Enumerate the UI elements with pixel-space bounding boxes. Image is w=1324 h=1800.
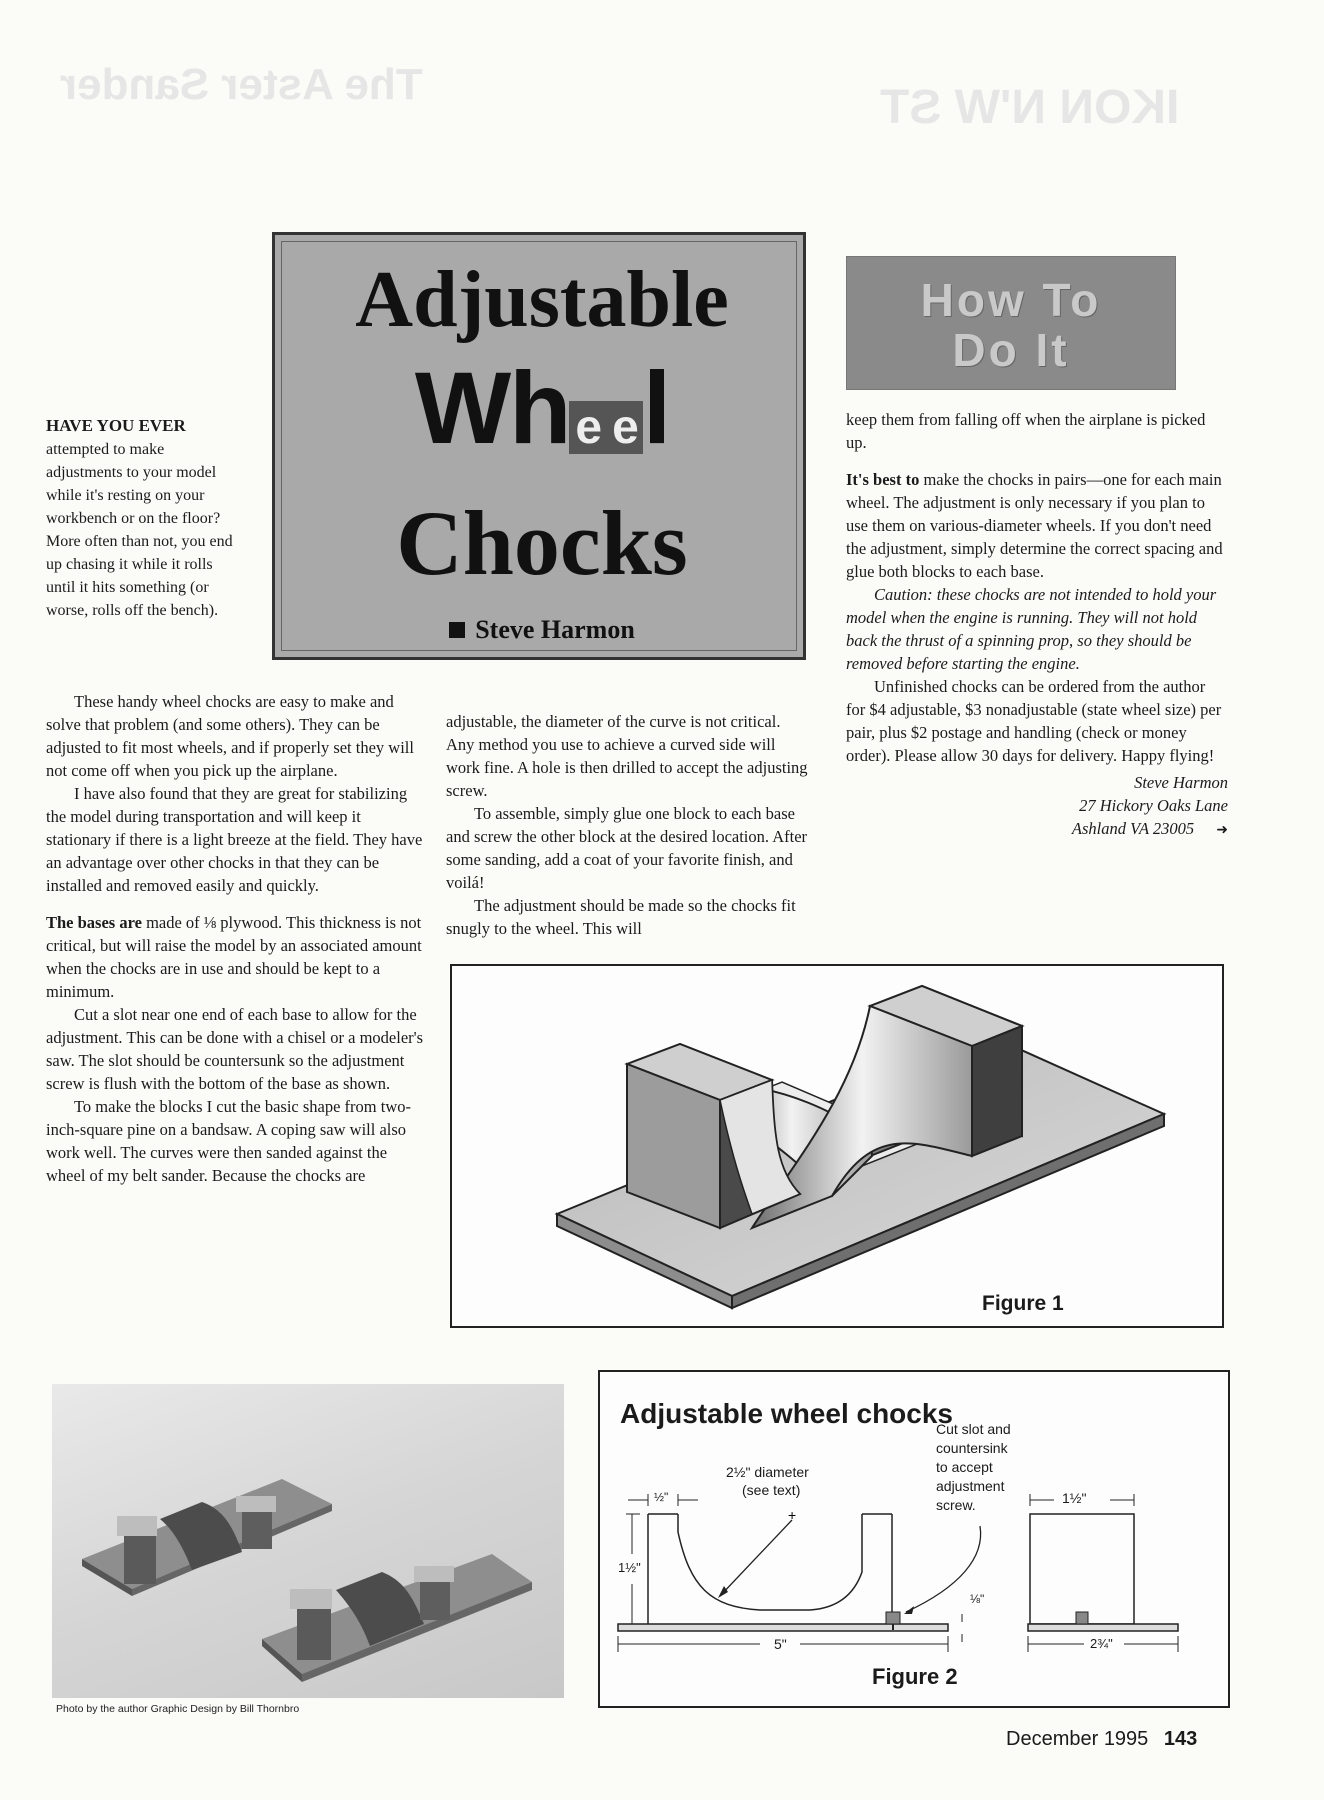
col1-paragraph-2: I have also found that they are great for stabilizing the model during transportation and will keep it stationary if there is a light breeze at the field. They have an advantage over other chocks in that they can be installed and removed easily and quickly. [46, 784, 423, 895]
dim-side-width: 1½" [1062, 1490, 1087, 1506]
signature [846, 771, 1228, 842]
photo-chocks-image [52, 1384, 564, 1698]
issue-date: December 1995 [1006, 1728, 1149, 1750]
col2-paragraph-1: adjustable, the diameter of the curve is not critical. Any method you use to achieve a curved side will work fine. A hole is then drilled to accept the adjusting screw. [446, 712, 808, 800]
dim-side-base: 2¾" [1090, 1636, 1113, 1651]
title-line-wheel [305, 353, 779, 483]
figure-1-caption: Figure 1 [982, 1292, 1064, 1315]
dim-top-left: ½" [654, 1490, 669, 1504]
title-l: l [642, 351, 670, 465]
dim-height: 1½" [618, 1560, 641, 1575]
col1-paragraph-3-text: made of ⅛ plywood. This thickness is not critical, but will raise the model by an associated amount when the chocks are in use and should be kept to a minimum. [46, 913, 422, 1001]
title-line-chocks: Chocks [396, 492, 688, 594]
column-3 [846, 408, 1228, 842]
byline-name: Steve Harmon [475, 615, 635, 644]
photo-credit: Photo by the author Graphic Design by Bill Thornbro [56, 1703, 300, 1715]
title-wh: Wh [414, 351, 570, 465]
col1-paragraph-5: To make the blocks I cut the basic shape from two-inch-square pine on a bandsaw. A coping saw will also work well. The curves were then sanded against the wheel of my belt sander. Because the chocks are [46, 1097, 411, 1185]
col3-paragraph-3: Caution: these chocks are not intended to hold your model when the engine is running. They will not hold back the thrust of a spinning prop, so they should be removed before starting the engine. [846, 585, 1217, 673]
col1-paragraph-1: These handy wheel chocks are easy to make and solve that problem (and some others). They can be adjusted to fit most wheels, and if properly set they will not come off when you pick up the airplane. [46, 692, 414, 780]
col3-paragraph-4: Unfinished chocks can be ordered from the author for $4 adjustable, $3 nonadjustable (state wheel size) per pair, plus $2 postage and handling (check or money order). Please allow 30 days for delivery. Happy flying! [846, 677, 1222, 765]
bleed-through-text: IKON N'W ST [880, 81, 1180, 134]
title-box [272, 232, 806, 660]
title-line-adjustable: Adjustable [355, 256, 729, 344]
slot-note-line: adjustment [936, 1478, 1005, 1494]
intro-paragraph [46, 414, 244, 622]
photo-wheel-chocks [52, 1384, 564, 1698]
col3-paragraph-2 [846, 468, 1228, 583]
col3-paragraph-2-lead: It's best to [846, 470, 920, 489]
page-footer [1006, 1728, 1197, 1751]
title-e-1: e [569, 401, 606, 454]
diameter-note: (see text) [742, 1482, 801, 1498]
slot-note-line: to accept [936, 1459, 993, 1475]
end-arrow-icon: ➜ [1216, 823, 1228, 838]
title-e-2: e [606, 401, 643, 454]
bleed-through-text: The Aster Sander [60, 60, 423, 109]
figure-2-diagram [600, 1372, 1228, 1706]
figure-2-heading: Adjustable wheel chocks [620, 1398, 953, 1429]
badge-line-2: Do It [952, 324, 1070, 376]
col1-paragraph-3-lead: The bases are [46, 913, 142, 932]
badge-line-1: How To [920, 274, 1102, 326]
col1-paragraph-4: Cut a slot near one end of each base to allow for the adjustment. This can be done with a chisel or a modeler's saw. The slot should be countersunk so the adjustment screw is flush with the bottom of the base as shown. [46, 1005, 424, 1093]
signature-city-line [846, 817, 1228, 842]
col3-paragraph-2-text: make the chocks in pairs—one for each main wheel. The adjustment is only necessary if you plan to use them on various-diameter wheels. If you don't need the adjustment, simply determine the correct spacing and glue both blocks to each base. [846, 470, 1223, 581]
col2-paragraph-3: The adjustment should be made so the chocks fit snugly to the wheel. This will [446, 896, 796, 938]
svg-text:+: + [788, 1507, 797, 1523]
how-to-badge [846, 256, 1176, 390]
signature-city: Ashland VA 23005 [1071, 819, 1195, 838]
signature-street: 27 Hickory Oaks Lane [1079, 796, 1228, 815]
intro-text: attempted to make adjustments to your model while it's resting on your workbench or on the floor? More often than not, you end up chasing it while it rolls until it hits something (or worse, rolls off the bench). [46, 441, 233, 619]
slot-note [936, 1420, 1011, 1515]
figure-1-chock-illustration [452, 966, 1222, 1326]
slot-note-line: screw. [936, 1497, 976, 1513]
intro-lead: HAVE YOU EVER [46, 416, 186, 435]
column-2 [446, 710, 810, 940]
slot-note-line: countersink [936, 1440, 1008, 1456]
dim-thickness: ⅛" [970, 1592, 985, 1606]
byline [275, 615, 809, 645]
signature-name: Steve Harmon [1134, 773, 1228, 792]
figure-2 [598, 1370, 1230, 1708]
right-block-face [972, 1026, 1022, 1156]
column-1 [46, 690, 424, 1187]
col3-paragraph-1: keep them from falling off when the airplane is picked up. [846, 410, 1206, 452]
slot-note-line: Cut slot and [936, 1421, 1011, 1437]
byline-square-icon [449, 622, 465, 638]
figure-2-caption: Figure 2 [872, 1664, 958, 1689]
dim-length: 5" [774, 1636, 787, 1652]
page-number: 143 [1163, 1728, 1198, 1750]
col1-paragraph-3 [46, 911, 424, 1003]
figure-1 [450, 964, 1224, 1328]
diameter-label: 2½" diameter [726, 1464, 809, 1480]
col2-paragraph-2: To assemble, simply glue one block to each base and screw the other block at the desired location. After some sanding, add a coat of your favorite finish, and voilá! [446, 804, 808, 892]
